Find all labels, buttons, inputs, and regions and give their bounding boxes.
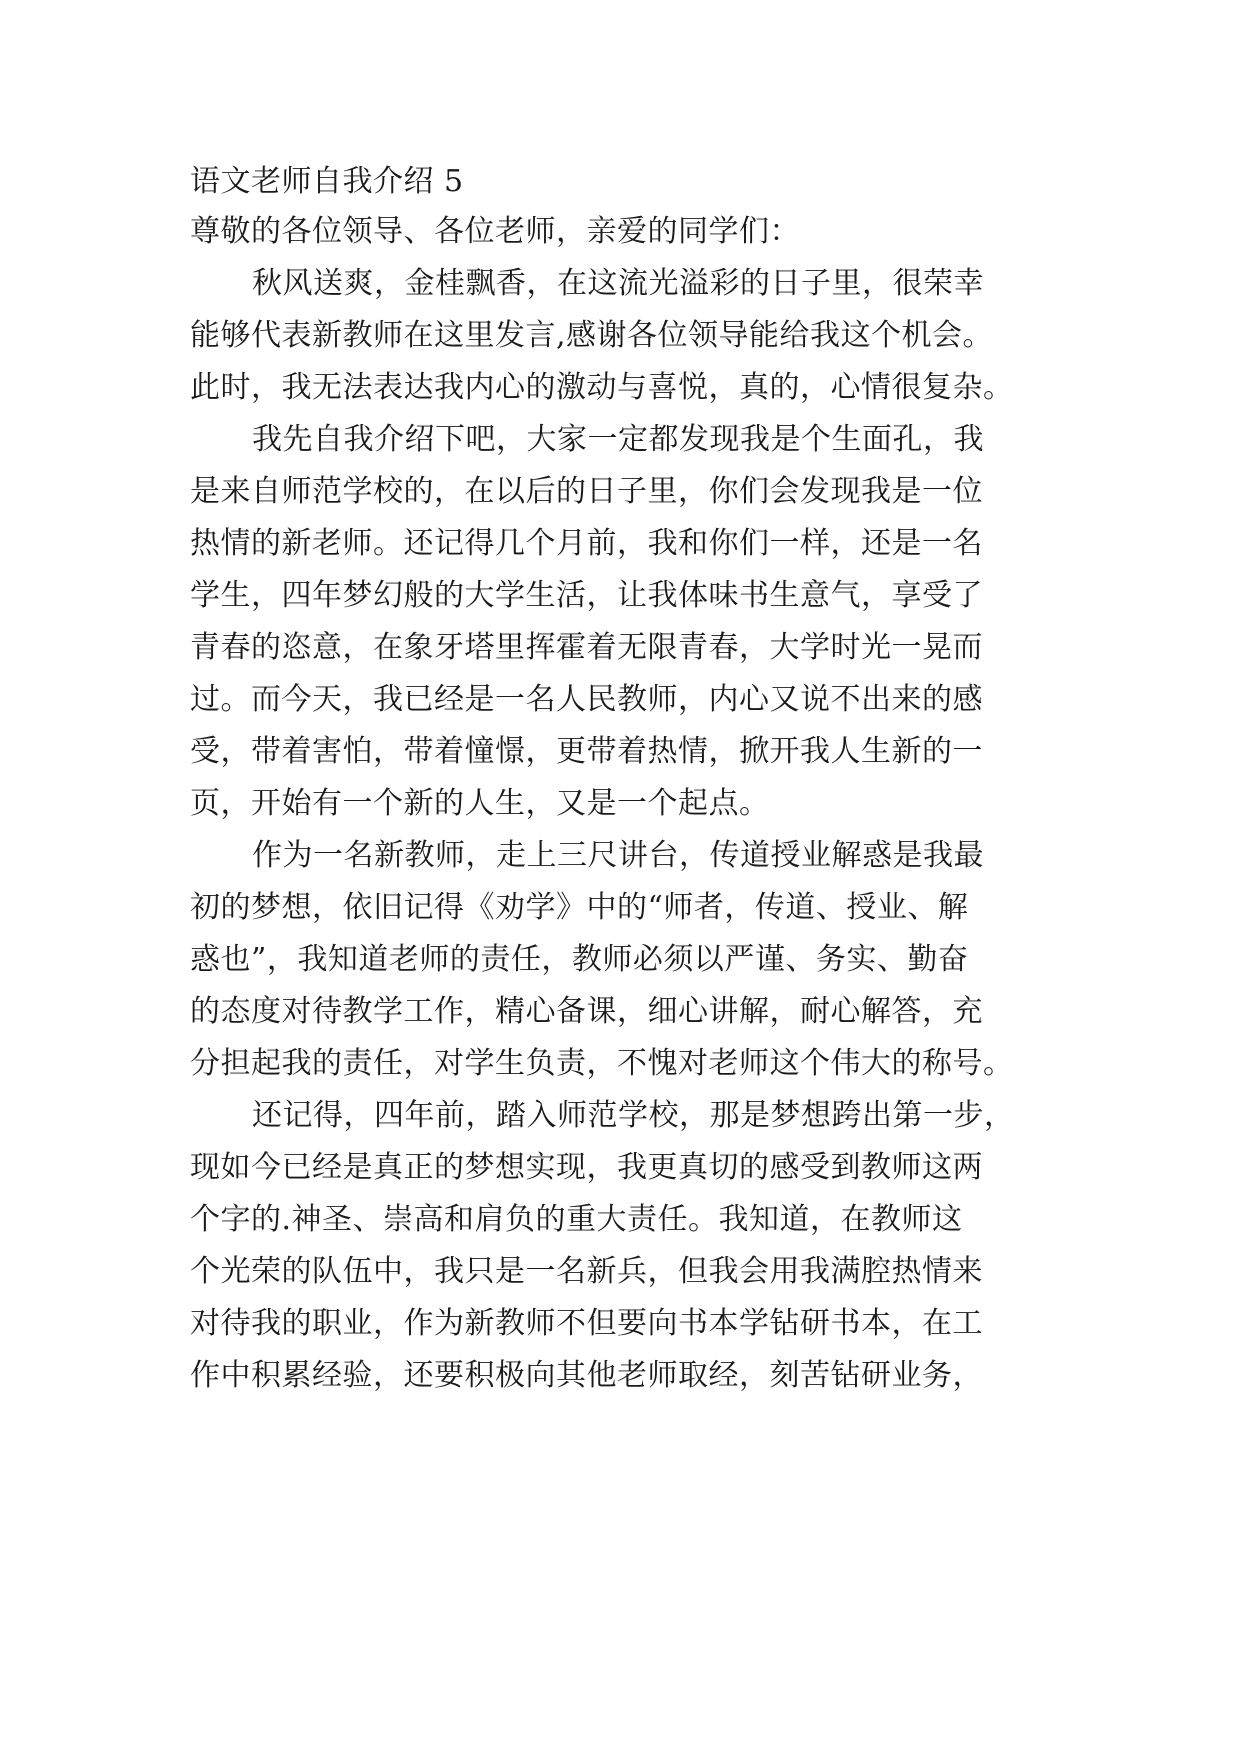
- paragraph-line: 的态度对待教学工作，精心备课，细心讲解，耐心解答，充: [190, 994, 983, 1029]
- paragraph-line: 此时，我无法表达我内心的激动与喜悦，真的，心情很复杂。: [190, 370, 1014, 405]
- paragraph-line: 页，开始有一个新的人生，又是一个起点。: [190, 786, 770, 821]
- document-body: [190, 158, 1050, 1402]
- paragraph-line: 学生，四年梦幻般的大学生活，让我体味书生意气，享受了: [190, 578, 983, 613]
- paragraph-line: 惑也”，我知道老师的责任，教师必须以严谨、务实、勤奋: [190, 942, 969, 977]
- paragraph-first-line: 我先自我介绍下吧，大家一定都发现我是个生面孔，我: [252, 422, 984, 457]
- paragraph-line: 是来自师范学校的，在以后的日子里，你们会发现我是一位: [190, 474, 983, 509]
- paragraph-line: 能够代表新教师在这里发言,感谢各位领导能给我这个机会。: [190, 318, 994, 353]
- document-title: 语文老师自我介绍 5: [190, 164, 464, 199]
- paragraph-line: 个光荣的队伍中，我只是一名新兵，但我会用我满腔热情来: [190, 1254, 983, 1289]
- paragraph-line: 个字的.神圣、崇高和肩负的重大责任。我知道，在教师这: [190, 1202, 963, 1237]
- paragraph-first-line: 还记得，四年前，踏入师范学校，那是梦想跨出第一步，: [252, 1098, 1015, 1133]
- paragraph-line: 热情的新老师。还记得几个月前，我和你们一样，还是一名: [190, 526, 983, 561]
- paragraph-lines: [190, 258, 1050, 1402]
- greeting-line: 尊敬的各位领导、各位老师，亲爱的同学们：: [190, 214, 800, 249]
- paragraph-line: 现如今已经是真正的梦想实现，我更真切的感受到教师这两: [190, 1150, 983, 1185]
- paragraph-line: 过。而今天，我已经是一名人民教师，内心又说不出来的感: [190, 682, 983, 717]
- paragraph-line: 对待我的职业，作为新教师不但要向书本学钻研书本，在工: [190, 1306, 983, 1341]
- paragraph-line: 受，带着害怕，带着憧憬，更带着热情，掀开我人生新的一: [190, 734, 983, 769]
- paragraph-line: 作中积累经验，还要积极向其他老师取经，刻苦钻研业务，: [190, 1358, 983, 1393]
- paragraph-first-line: 作为一名新教师，走上三尺讲台，传道授业解惑是我最: [252, 838, 984, 873]
- paragraph-first-line: 秋风送爽，金桂飘香，在这流光溢彩的日子里，很荣幸: [252, 266, 984, 301]
- paragraph-line: 分担起我的责任，对学生负责，不愧对老师这个伟大的称号。: [190, 1046, 1014, 1081]
- paragraph-line: 初的梦想，依旧记得《劝学》中的“师者，传道、授业、解: [190, 890, 969, 925]
- paragraph-line: 青春的恣意，在象牙塔里挥霍着无限青春，大学时光一晃而: [190, 630, 983, 665]
